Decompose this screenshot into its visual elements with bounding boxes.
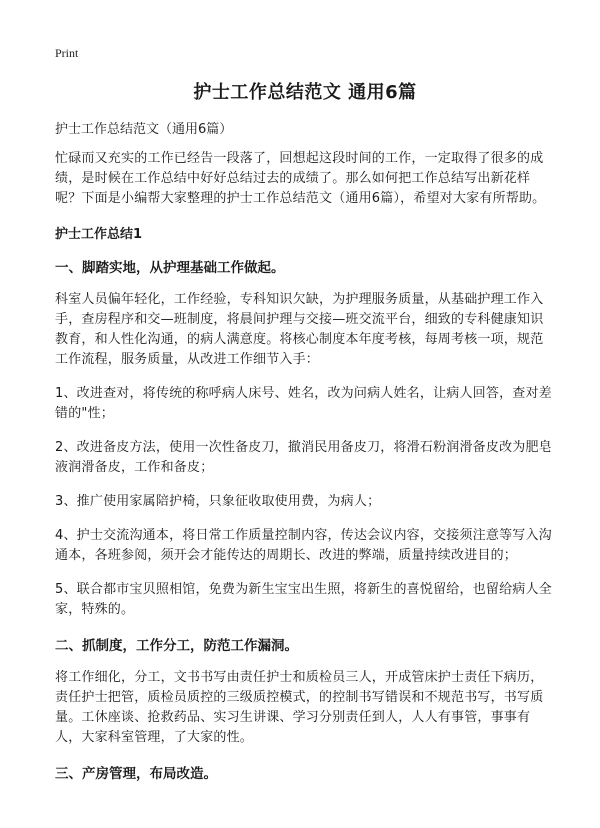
section-heading-3: 三、产房管理，布局改造。	[55, 766, 217, 782]
intro-paragraph: 忙碌而又充实的工作已经告一段落了，回想起这段时间的工作，一定取得了很多的成绩，是时候在工作总结中好好总结过去的成绩了。那么如何把工作总结写出新花样呢？下面是小编帮大家整理的护士工作总结范文（通用6篇），希望对大家有所帮助。	[55, 151, 546, 206]
section-paragraph-2: 将工作细化，分工，文书书写由责任护士和质检员三人，开成管床护士责任下病历，责任护士把管，质检员质控的三级质控模式，的控制书写错误和不规范书写，书写质量。工休座谈、抢救药品、实习生讲课、学习分别责任到人，人人有事管，事事有人，大家科室管理，了大家的性。	[55, 670, 544, 745]
list-item: 2、改进备皮方法，使用一次性备皮刀，撤消民用备皮刀，将滑石粉润滑备皮改为肥皂液润滑备皮，工作和备皮；	[55, 440, 552, 475]
section-paragraph-1: 科室人员偏年轻化，工作经验，专科知识欠缺，为护理服务质量，从基础护理工作入手，查房程序和交—班制度，将晨间护理与交接—班交流平台，细致的专科健康知识教育，和人性化沟通，的病人满意度。将核心制度本年度考核，每周考核一项，规范工作流程，服务质量，从改进工作细节入手：	[55, 292, 544, 367]
list-item: 4、护士交流沟通本，将日常工作质量控制内容，传达会议内容，交接须注意等写入沟通本，各班参阅，须开会才能传达的周期长、改进的弊端，质量持续改进目的；	[55, 528, 552, 563]
list-item: 5、联合都市宝贝照相馆，免费为新生宝宝出生照，将新生的喜悦留给，也留给病人全家，特殊的。	[55, 582, 552, 617]
print-label: Print	[55, 46, 79, 60]
section-heading-2: 二、抓制度，工作分工，防范工作漏洞。	[55, 638, 298, 654]
document-page	[55, 78, 555, 796]
page-title: 护士工作总结范文 通用6篇	[193, 82, 417, 103]
section-heading-1: 一、脚踏实地，从护理基础工作做起。	[55, 260, 285, 276]
summary-heading: 护士工作总结1	[55, 227, 143, 242]
document-subtitle: 护士工作总结范文（通用6篇）	[55, 122, 233, 137]
list-item: 3、推广使用家属陪护椅，只象征收取使用费，为病人；	[55, 494, 381, 509]
list-item: 1、改进查对，将传统的称呼病人床号、姓名，改为问病人姓名，让病人回答，查对差错的"性；	[55, 386, 552, 421]
